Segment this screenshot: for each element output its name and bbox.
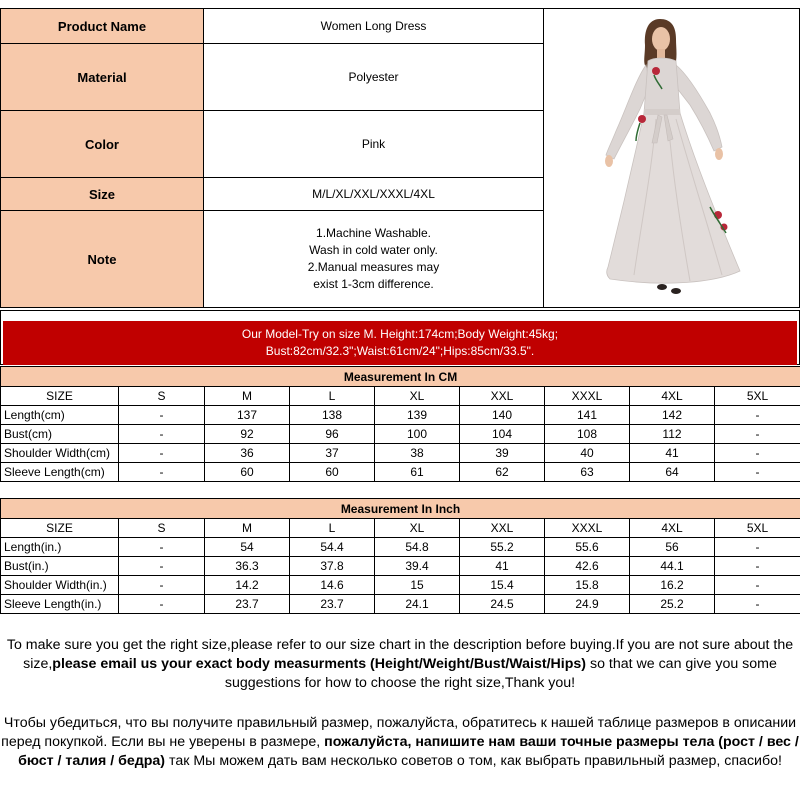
table-cell: 25.2	[630, 595, 715, 614]
table-cell: 62	[460, 463, 545, 482]
table-cell: 41	[460, 557, 545, 576]
table-cell: 24.5	[460, 595, 545, 614]
row-label: Sleeve Length(cm)	[1, 463, 119, 482]
table-cell: 108	[545, 425, 630, 444]
table-cell: -	[715, 595, 800, 614]
spec-label: Material	[1, 44, 204, 110]
header-cell: L	[290, 519, 375, 538]
table-cell: 55.2	[460, 538, 545, 557]
table-cell: 38	[375, 444, 460, 463]
table-cell: 15	[375, 576, 460, 595]
table-cell: 16.2	[630, 576, 715, 595]
header-cell: XXL	[460, 387, 545, 406]
table-cell: 54.8	[375, 538, 460, 557]
advice-text: so that we can give you some suggestions for how to choose the right size,Thank you!	[224, 656, 777, 691]
table-cell: -	[715, 557, 800, 576]
spec-value: Women Long Dress	[204, 9, 543, 43]
table-cell: 60	[290, 463, 375, 482]
table-cell: 36.3	[205, 557, 290, 576]
table-cell: 41	[630, 444, 715, 463]
table-cell: 63	[545, 463, 630, 482]
table-cell: 138	[290, 406, 375, 425]
model-info-banner	[0, 310, 800, 365]
spec-row-product-name	[1, 9, 543, 43]
spec-label: Size	[1, 178, 204, 210]
size-advice-english	[0, 636, 800, 693]
table-cell: 23.7	[290, 595, 375, 614]
table-cell: 60	[205, 463, 290, 482]
table-cell: 23.7	[205, 595, 290, 614]
spec-label: Color	[1, 111, 204, 177]
table-cell: 140	[460, 406, 545, 425]
table-cell: -	[119, 425, 205, 444]
table-cell: 141	[545, 406, 630, 425]
row-label: Shoulder Width(in.)	[1, 576, 119, 595]
table-cell: 44.1	[630, 557, 715, 576]
table-row	[1, 425, 800, 444]
note-line: 2.Manual measures may	[307, 260, 440, 274]
header-cell: L	[290, 387, 375, 406]
table-cell: 39.4	[375, 557, 460, 576]
table-cell: 92	[205, 425, 290, 444]
table-row	[1, 463, 800, 482]
table-row	[1, 595, 800, 614]
size-advice-russian	[0, 714, 800, 771]
header-cell: XXXL	[545, 387, 630, 406]
table-row	[1, 406, 800, 425]
advice-text: Чтобы убедиться, что вы получите правильный размер, пожалуйста, обратитесь к нашей таблице размеров в описании перед покупкой. Если вы не уверены в размере,	[1, 715, 797, 750]
table-cell: -	[119, 463, 205, 482]
table-header-row	[1, 387, 800, 406]
table-cell: -	[119, 576, 205, 595]
model-info-line: Our Model-Try on size M. Height:174cm;Body Weight:45kg;	[241, 327, 559, 341]
table-cell: 61	[375, 463, 460, 482]
advice-text: To make sure you get the right size,please refer to our size chart in the description before buying.If you are not sure about the size,	[6, 637, 794, 672]
spec-value: Polyester	[204, 44, 543, 110]
table-row	[1, 576, 800, 595]
spec-value: M/L/XL/XXL/XXXL/4XL	[204, 178, 543, 210]
table-cell: 37	[290, 444, 375, 463]
row-label: Length(cm)	[1, 406, 119, 425]
table-cell: 64	[630, 463, 715, 482]
product-spec-table	[0, 8, 800, 308]
header-cell: 4XL	[630, 519, 715, 538]
header-cell: M	[205, 387, 290, 406]
header-cell: SIZE	[1, 519, 119, 538]
header-cell: XL	[375, 519, 460, 538]
table-cell: 100	[375, 425, 460, 444]
note-line: Wash in cold water only.	[309, 243, 438, 257]
note-line: exist 1-3cm difference.	[313, 277, 434, 291]
table-cell: 56	[630, 538, 715, 557]
table-cell: -	[715, 538, 800, 557]
header-cell: M	[205, 519, 290, 538]
table-cell: 24.9	[545, 595, 630, 614]
table-cell: -	[119, 444, 205, 463]
header-cell: 5XL	[715, 387, 800, 406]
spec-row-material	[1, 43, 543, 110]
header-cell: XXL	[460, 519, 545, 538]
model-photo	[543, 9, 799, 307]
table-row	[1, 538, 800, 557]
note-line: 1.Machine Washable.	[316, 226, 431, 240]
table-cell: 14.2	[205, 576, 290, 595]
row-label: Bust(cm)	[1, 425, 119, 444]
table-cell: 104	[460, 425, 545, 444]
row-label: Bust(in.)	[1, 557, 119, 576]
header-cell: 5XL	[715, 519, 800, 538]
table-cell: 54.4	[290, 538, 375, 557]
spec-row-note	[1, 210, 543, 307]
table-cell: 112	[630, 425, 715, 444]
header-cell: 4XL	[630, 387, 715, 406]
header-cell: XL	[375, 387, 460, 406]
table-row	[1, 444, 800, 463]
header-cell: SIZE	[1, 387, 119, 406]
table-cell: -	[715, 406, 800, 425]
model-info-line: Bust:82cm/32.3";Waist:61cm/24";Hips:85cm/33.5".	[265, 344, 535, 358]
table-cell: 54	[205, 538, 290, 557]
table-cell: -	[119, 538, 205, 557]
table-cell: 96	[290, 425, 375, 444]
table-cell: -	[119, 406, 205, 425]
table-row	[1, 557, 800, 576]
measurement-cm-table	[0, 366, 800, 482]
table-cell: 139	[375, 406, 460, 425]
table-cell: -	[119, 595, 205, 614]
spec-value: Pink	[204, 111, 543, 177]
advice-emphasis: please email us your exact body measurments (Height/Weight/Bust/Waist/Hips)	[52, 656, 587, 672]
measurement-inch-table	[0, 498, 800, 614]
table-cell: 42.6	[545, 557, 630, 576]
row-label: Shoulder Width(cm)	[1, 444, 119, 463]
header-cell: XXXL	[545, 519, 630, 538]
table-cell: 137	[205, 406, 290, 425]
spec-row-color	[1, 110, 543, 177]
table-cell: -	[715, 425, 800, 444]
row-label: Length(in.)	[1, 538, 119, 557]
table-cell: 15.4	[460, 576, 545, 595]
table-cell: 40	[545, 444, 630, 463]
header-cell: S	[119, 387, 205, 406]
table-cell: 39	[460, 444, 545, 463]
table-cell: 55.6	[545, 538, 630, 557]
table-title: Measurement In Inch	[1, 499, 800, 519]
model-dress-illustration	[544, 9, 800, 307]
spec-label: Note	[1, 211, 204, 307]
advice-text: так Мы можем дать вам несколько советов о том, как выбрать правильный размер, спасибо!	[165, 753, 782, 769]
table-cell: 24.1	[375, 595, 460, 614]
table-cell: 15.8	[545, 576, 630, 595]
header-cell: S	[119, 519, 205, 538]
table-cell: -	[119, 557, 205, 576]
table-cell: -	[715, 444, 800, 463]
table-cell: -	[715, 576, 800, 595]
table-cell: 142	[630, 406, 715, 425]
table-cell: -	[715, 463, 800, 482]
table-title: Measurement In CM	[1, 367, 800, 387]
spec-note-value	[204, 211, 543, 307]
row-label: Sleeve Length(in.)	[1, 595, 119, 614]
spec-label: Product Name	[1, 9, 204, 43]
table-cell: 36	[205, 444, 290, 463]
spec-row-size	[1, 177, 543, 210]
table-cell: 37.8	[290, 557, 375, 576]
advice-emphasis: пожалуйста, напишите нам ваши точные размеры тела (рост / вес / бюст / талия / бедра)	[18, 734, 799, 769]
table-header-row	[1, 519, 800, 538]
table-cell: 14.6	[290, 576, 375, 595]
